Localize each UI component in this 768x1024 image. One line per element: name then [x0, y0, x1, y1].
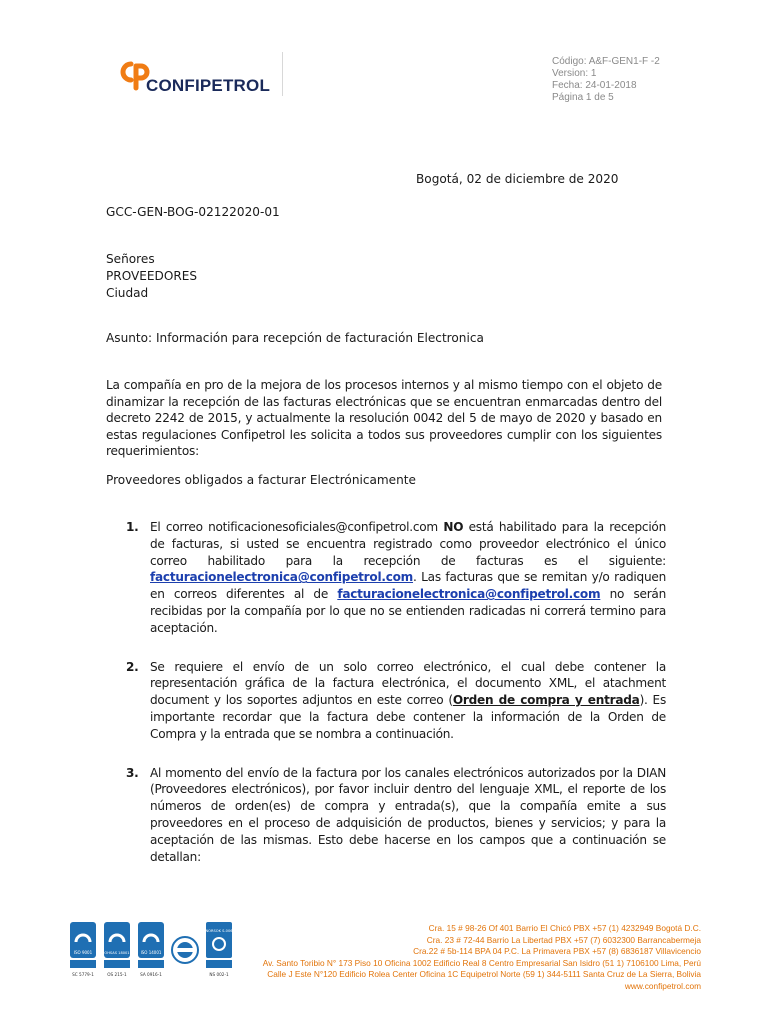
round-certification-seal-icon: [172, 937, 198, 963]
cert-label: NORSOK S-006: [205, 929, 233, 933]
confipetrol-logo: [116, 58, 286, 100]
item-text: Al momento del envío de la factura por los canales electrónicos autorizados por la DIAN (Proveedores electrónicos), por favor incluir dentro del lenguaje XML, el reporte de los números de orden(es) de compra y entrada(s), que la compañía emite a sus proveedores en el proceso de adquisición de productos, bienes y servicios; y para la aceptación de las mismas. Esto debe hacerse en los campos que a continuación se detallan:: [150, 765, 666, 864]
item-number: 1.: [126, 520, 139, 534]
list-item: [126, 659, 666, 743]
ohsas-18001-seal-icon: [104, 922, 130, 977]
item-number: 3.: [126, 765, 139, 780]
item-text: El correo notificacionesoficiales@confipetrol.com: [150, 520, 444, 534]
norsok-seal-icon: [205, 922, 233, 977]
emphasis-no: NO: [443, 520, 464, 534]
address-barrancabermeja: Cra. 23 # 72-44 Barrio La Libertad PBX +57 (7) 6032300 Barrancabermeja: [426, 934, 701, 945]
cert-label: OHSAS 18001: [104, 951, 130, 955]
item-text: Se requiere el envío de un solo correo electrónico, el cual debe contener la representación gráfica de la factura electrónica, el documento XML, el atachment document y los soportes adjuntos en este correo (: [150, 659, 666, 708]
doc-page: Página 1 de 5: [552, 92, 614, 103]
address-villavicencio: Cra.22 # 5b-114 BPA 04 P.C. La Primavera PBX +57 (8) 6836187 Villavicencio: [413, 946, 701, 957]
letter-date: Bogotá, 02 de diciembre de 2020: [416, 172, 619, 186]
address-santa-cruz: Calle J Este N°120 Edificio Rolea Center Oficina 1C Equipetrol Norte (59 1) 344-5111 Santa Cruz de La Sierra, Bolivia: [267, 969, 701, 980]
doc-code: Código: A&F-GEN1-F -2: [552, 56, 660, 67]
footer-addresses: [263, 923, 701, 993]
website-link[interactable]: www.confipetrol.com: [624, 980, 701, 991]
iso-14001-seal-icon: [138, 922, 164, 977]
cert-number: NS 002-1: [209, 972, 229, 977]
cert-label: ISO 9001: [73, 950, 93, 955]
invoice-email-link[interactable]: facturacionelectronica@confipetrol.com: [150, 570, 414, 585]
certification-seals: [68, 920, 248, 986]
invoice-email-link-2[interactable]: facturacionelectronica@confipetrol.com: [337, 587, 601, 602]
salutation: Señores: [106, 252, 155, 266]
list-item: [126, 765, 666, 866]
cert-number: OS 215-1: [107, 972, 127, 977]
doc-date: Fecha: 24-01-2018: [552, 80, 637, 91]
section-heading: Proveedores obligados a facturar Electrónicamente: [106, 473, 416, 487]
doc-version: Version: 1: [552, 68, 597, 79]
requirements-list: [126, 519, 666, 887]
item-text: ). Es importante recordar que la factura debe contener la información de la Orden de Compra y la entrada que se nombra a continuación.: [150, 693, 666, 741]
intro-paragraph: La compañía en pro de la mejora de los procesos internos y al mismo tiempo con el objeto de dinamizar la recepción de las facturas electrónicas que se encuentran enmarcadas dentro del decreto 2242 de 2015, y actualmente la resolución 0042 del 5 de mayo de 2020 y basado en estas regulaciones Confipetrol les solicita a todos sus proveedores cumplir con los siguientes requerimientos:: [106, 378, 662, 459]
emphasis-order: Orden de compra y entrada: [452, 693, 640, 708]
item-text: no serán recibidas por la compañía por lo que no se entienden radicadas ni correrá termino para aceptación.: [150, 587, 666, 635]
recipient-city: Ciudad: [106, 286, 149, 300]
cert-number: SC 5779-1: [72, 972, 94, 977]
item-text: . Las facturas que se remitan y/o radiquen en correos diferentes al de: [150, 570, 666, 602]
cert-number: SA 0916-1: [140, 972, 162, 977]
letter-reference: GCC-GEN-BOG-02122020-01: [106, 205, 280, 219]
address-lima: Av. Santo Toribio N° 173 Piso 10 Oficina 1002 Edificio Real 8 Centro Empresarial San Isidro (51 1) 7106100 Lima, Perú: [262, 957, 701, 968]
header-divider: [282, 52, 283, 96]
item-text: está habilitado para la recepción de facturas, si usted se encuentra registrado como proveedor electrónico el único correo habilitado para la recepción de facturas es el siguiente:: [150, 520, 666, 568]
recipient-block: [106, 251, 197, 302]
address-bogota: Cra. 15 # 98-26 Of 401 Barrio El Chicó PBX +57 (1) 4232949 Bogotá D.C.: [428, 923, 701, 933]
recipient-name: PROVEEDORES: [106, 269, 198, 283]
iso-9001-seal-icon: [70, 922, 96, 977]
letter-subject: Asunto: Información para recepción de facturación Electronica: [106, 331, 484, 345]
item-number: 2.: [126, 659, 139, 674]
list-item: [126, 519, 666, 637]
cert-label: ISO 14001: [140, 950, 162, 955]
company-name: CONFIPETROL: [146, 76, 271, 95]
document-control-block: [552, 56, 660, 104]
